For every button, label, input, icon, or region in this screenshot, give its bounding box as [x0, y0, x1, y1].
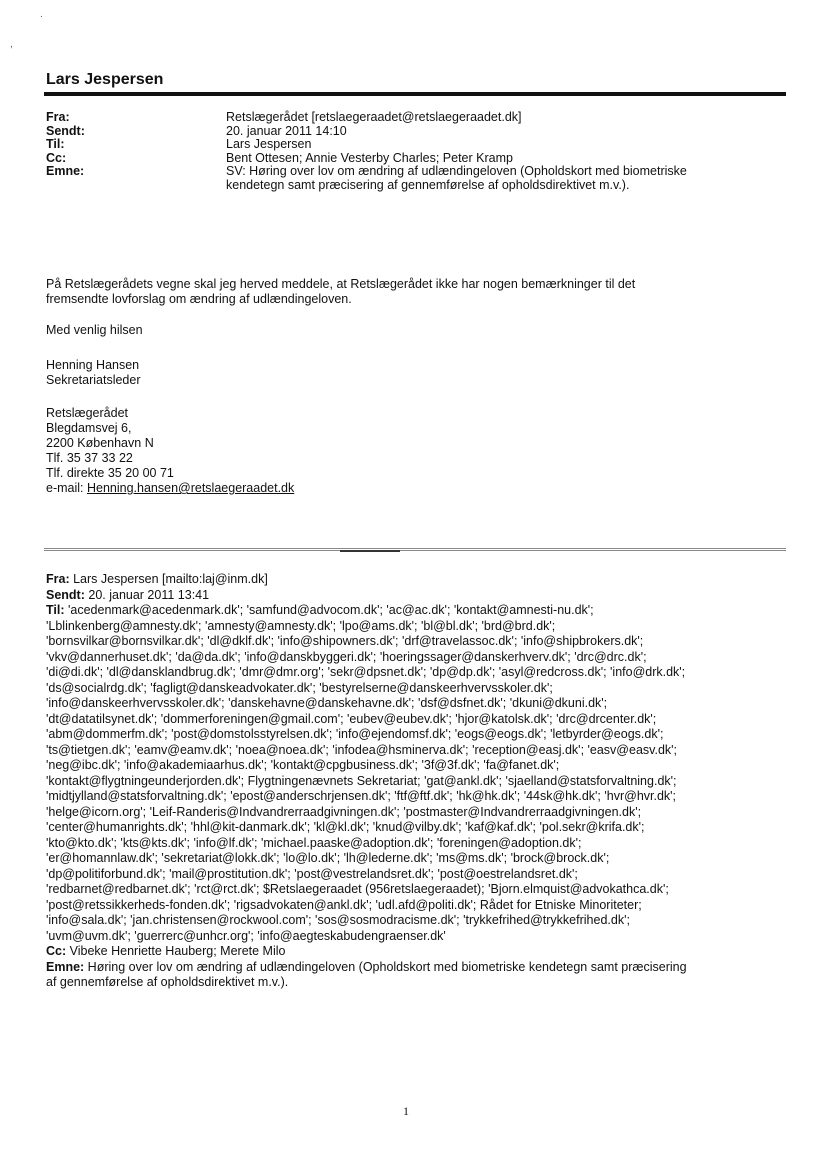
sent-row: [46, 125, 786, 139]
cc-value: Bent Ottesen; Annie Vesterby Charles; Peter Kramp: [226, 150, 513, 165]
to-row: [46, 138, 786, 152]
from-value: Retslægerådet [retslaegeraadet@retslaegeraadet.dk]: [226, 110, 522, 124]
fwd-from-row: [46, 572, 786, 588]
fwd-sent-value: 20. januar 2011 13:41: [84, 587, 210, 602]
cc-label: Cc:: [46, 150, 67, 165]
fwd-to-line: 'dp@politiforbund.dk'; 'mail@prostitution.dk'; 'post@vestrelandsret.dk'; 'post@oestrelandsret.dk';: [46, 866, 578, 881]
org-name: Retslægerådet: [46, 406, 128, 420]
fwd-to-line: 'redbarnet@redbarnet.dk'; 'rct@rct.dk'; $Retslaegeraadet (956retslaegeraadet); 'Bjorn.elmquist@advokathca.dk';: [46, 882, 669, 896]
fwd-to-line: 'abm@dommerfm.dk'; 'post@domstolsstyrelsen.dk'; 'info@ejendomsf.dk'; 'eogs@eogs.dk'; 'letbyrder@eogs.dk';: [46, 727, 664, 741]
fwd-to-label: Til:: [46, 603, 65, 617]
email-label: e-mail:: [46, 481, 87, 495]
fwd-to-line: 'kontakt@flygtningeunderjorden.dk'; Flygtningenævnets Sekretariat; 'gat@ankl.dk'; 'sjaelland@statsforvaltning.dk';: [46, 773, 677, 788]
sent-value: 20. januar 2011 14:10: [226, 123, 347, 138]
signature-block: [46, 358, 766, 388]
fwd-to-line: 'Lblinkenberg@amnesty.dk'; 'amnesty@amnesty.dk'; 'lpo@ams.dk'; 'bl@bl.dk'; 'brd@brd.dk';: [46, 618, 556, 633]
signer-name: Henning Hansen: [46, 358, 140, 372]
fwd-to-line: 'uvm@uvm.dk'; 'guerrerc@unhcr.org'; 'info@aegteskabudengraenser.dk': [46, 928, 446, 943]
fwd-to-line: 'vkv@dannerhuset.dk'; 'da@da.dk'; 'info@danskbyggeri.dk'; 'hoeringssager@danskerhverv.dk'; 'drc@drc.dk';: [46, 649, 647, 664]
fwd-to-line: 'ts@tietgen.dk'; 'eamv@eamv.dk'; 'noea@noea.dk'; 'infodea@hsminerva.dk'; 'reception@easj.dk'; 'easv@easv.dk';: [46, 742, 677, 757]
from-row: [46, 111, 786, 125]
body-line-1: På Retslægerådets vegne skal jeg herved meddele, at Retslægerådet ikke har nogen bemærkninger til det: [46, 277, 636, 291]
forwarded-message: [46, 572, 786, 991]
from-label: Fra:: [46, 110, 70, 124]
fwd-cc-row: [46, 944, 786, 960]
address-line-1: Blegdamsvej 6,: [46, 421, 132, 435]
fwd-to-line: 'di@di.dk'; 'dl@dansklandbrug.dk'; 'dmr@dmr.org'; 'sekr@dpsnet.dk'; 'dp@dp.dk'; 'asyl@redcross.dk'; 'info@drk.dk';: [46, 665, 686, 679]
fwd-to-line: 'center@humanrights.dk'; 'hhl@kit-danmark.dk'; 'kl@kl.dk'; 'knud@vilby.dk'; 'kaf@kaf.dk'; 'pol.sekr@krifa.dk';: [46, 820, 645, 834]
fwd-to-line: 'dt@datatilsynet.dk'; 'dommerforeningen@gmail.com'; 'eubev@eubev.dk'; 'hjor@katolsk.dk'; 'drc@drcenter.dk';: [46, 711, 657, 726]
fwd-to-line: 'kto@kto.dk'; 'kts@kts.dk'; 'info@lf.dk'; 'michael.paaske@adoption.dk'; 'foreningen@adoption.dk';: [46, 835, 582, 850]
subject-label: Emne:: [46, 164, 85, 178]
fwd-subject-label: Emne:: [46, 959, 85, 974]
greeting: Med venlig hilsen: [46, 323, 143, 337]
separator-mark: [340, 550, 400, 552]
fwd-subject-line-1: Høring over lov om ændring af udlændingeloven (Opholdskort med biometriske kendetegn samt præcisering: [84, 959, 687, 974]
scan-speck: .: [40, 9, 43, 20]
address-line-2: 2200 København N: [46, 436, 154, 450]
sent-label: Sendt:: [46, 123, 85, 138]
email-header: [46, 111, 786, 192]
phone-direct: Tlf. direkte 35 20 00 71: [46, 466, 174, 480]
phone: Tlf. 35 37 33 22: [46, 451, 133, 465]
subject-line-2: kendetegn samt præcisering af gennemførelse af opholdsdirektivet m.v.).: [226, 177, 630, 192]
fwd-subject-row: [46, 960, 786, 991]
subject-value: [226, 165, 786, 192]
fwd-sent-row: [46, 588, 786, 604]
cc-row: [46, 152, 786, 166]
signer-title: Sekretariatsleder: [46, 373, 141, 387]
fwd-to-line: 'neg@ibc.dk'; 'info@akademiaarhus.dk'; 'kontakt@cpgbusiness.dk'; '3f@3f.dk'; 'fa@fanet.dk';: [46, 758, 560, 772]
fwd-to-line: 'ds@socialrdg.dk'; 'fagligt@danskeadvokater.dk'; 'bestyrelserne@danskeerhvervsskoler.dk';: [46, 680, 553, 695]
email-link[interactable]: Henning.hansen@retslaegeraadet.dk: [86, 481, 295, 495]
subject-line-1: SV: Høring over lov om ændring af udlændingeloven (Opholdskort med biometriske: [226, 164, 687, 178]
scan-speck: ,: [10, 39, 13, 50]
fwd-to-line: 'post@retssikkerheds-fonden.dk'; 'rigsadvokaten@ankl.dk'; 'udl.afd@politi.dk'; Rådet for Etniske Minoriteter;: [46, 897, 642, 912]
body-line-2: fremsendte lovforslag om ændring af udlændingeloven.: [46, 292, 352, 306]
message-separator: [44, 548, 786, 551]
address-block: [46, 406, 766, 496]
fwd-to-line: 'info@danskeerhvervsskoler.dk'; 'danskehavne@danskehavne.dk'; 'dsf@dsfnet.dk'; 'dkuni@dkuni.dk';: [46, 696, 608, 710]
fwd-to-row: [46, 603, 786, 944]
header-rule: [44, 92, 786, 96]
fwd-to-line: 'helge@icorn.org'; 'Leif-Randeris@Indvandrerraadgivningen.dk'; 'postmaster@Indvandrerraadgivningen.dk';: [46, 804, 642, 819]
page-number: 1: [403, 1104, 409, 1118]
fwd-to-line: 'midtjylland@statsforvaltning.dk'; 'epost@anderschrjensen.dk'; 'ftf@ftf.dk'; 'hk@hk.dk'; '44sk@hk.dk'; 'hvr@hvr.dk';: [46, 789, 677, 803]
body-paragraph: [46, 277, 766, 307]
fwd-to-line: 'er@homannlaw.dk'; 'sekretariat@lokk.dk'; 'lo@lo.dk'; 'lh@lederne.dk'; 'ms@ms.dk'; 'brock@brock.dk';: [46, 851, 610, 865]
fwd-sent-label: Sendt:: [46, 587, 85, 602]
fwd-to-line: 'bornsvilkar@bornsvilkar.dk'; 'dl@dklf.dk'; 'info@shipowners.dk'; 'drf@travelassoc.dk'; 'info@shipbrokers.dk';: [46, 634, 644, 648]
fwd-to-line: 'info@sala.dk'; 'jan.christensen@rockwool.com'; 'sos@sosmodracisme.dk'; 'trykkefrihed@trykkefrihed.dk';: [46, 913, 630, 927]
fwd-subject-line-2: af gennemførelse af opholdsdirektivet m.v.).: [46, 975, 289, 989]
sender-name: Lars Jespersen: [46, 71, 164, 88]
fwd-to-line: 'acedenmark@acedenmark.dk'; 'samfund@advocom.dk'; 'ac@ac.dk'; 'kontakt@amnesti-nu.dk';: [64, 603, 594, 617]
fwd-from-label: Fra:: [46, 572, 70, 586]
subject-row: [46, 165, 786, 192]
fwd-cc-value: Vibeke Henriette Hauberg; Merete Milo: [66, 944, 286, 958]
fwd-from-value: Lars Jespersen [mailto:laj@inm.dk]: [69, 572, 268, 586]
to-value: Lars Jespersen: [226, 137, 312, 151]
to-label: Til:: [46, 137, 65, 151]
fwd-cc-label: Cc:: [46, 944, 67, 958]
